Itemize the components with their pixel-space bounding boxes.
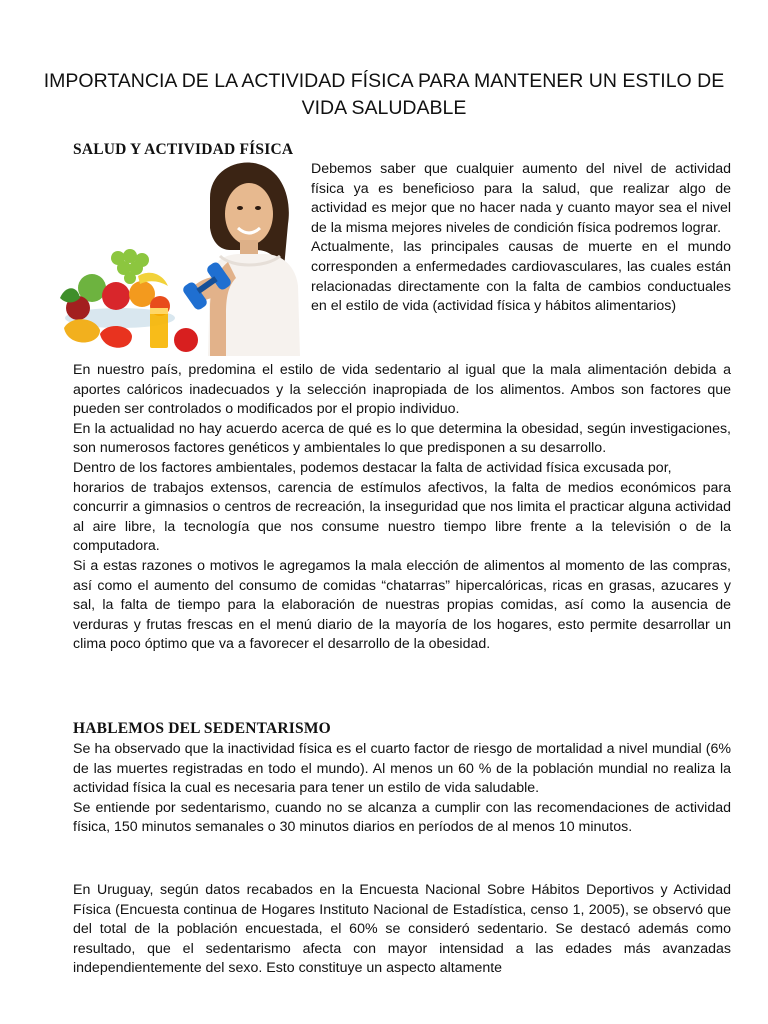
- paragraph-horarios: horarios de trabajos extensos, carencia de estímulos afectivos, la falta de medios económicos para concurrir a gimnasios o centros de recreación, la inseguridad que nos limita el practicar alguna actividad al aire libre, la tecnología que nos consume nuestro tiempo libre frente a la televisión o de la computadora.: [73, 479, 731, 555]
- paragraph-definicion: Se entiende por sedentarismo, cuando no se alcanza a cumplir con las recomendaciones de actividad física, 150 minutos semanales o 30 minutos diarios en períodos de al menos 10 minutos.: [73, 799, 731, 836]
- paragraph-pais: En nuestro país, predomina el estilo de vida sedentario al igual que la mala alimentación debida a aportes calóricos inadecuados y la selección inapropiada de los alimentos. Ambos son factores que pueden ser controlados o modificados por el propio individuo.: [73, 362, 731, 418]
- paragraph-causas: Actualmente, las principales causas de muerte en el mundo corresponden a enfermedades cardiovasculares, las cuales están relacionadas directamente con la falta de cambios conductuales en el estilo de vida (actividad física y hábitos alimentarios): [311, 239, 731, 315]
- paragraph-obesidad: En la actualidad no hay acuerdo acerca de qué es lo que determina la obesidad, según investigaciones, son numerosos factores genéticos y ambientales lo que predisponen a su desarrollo.: [73, 420, 731, 457]
- paragraph-factores: Dentro de los factores ambientales, podemos destacar la falta de actividad física excusada por,: [73, 459, 672, 476]
- section-heading-salud: SALUD Y ACTIVIDAD FÍSICA: [73, 141, 294, 158]
- paragraph-inactividad: Se ha observado que la inactividad física es el cuarto factor de riesgo de mortalidad a nivel mundial (6% de las muertes registradas en todo el mundo). Al menos un 60 % de la población mundial no realiza la actividad física la cual es necesaria para tener un estilo de vida saludable.: [73, 741, 731, 797]
- woman-dumbbell-fruit-illustration: [60, 158, 302, 356]
- paragraph-uruguay: En Uruguay, según datos recabados en la Encuesta Nacional Sobre Hábitos Deportivos y Actividad Física (Encuesta continua de Hogares Instituto Nacional de Estadística, censo 1, 2005), se observó que del total de la población encuestada, el 60% se consideró sedentario. Se destacó además como resultado, que el sedentarismo afecta con mayor intensidad a las edades más avanzadas independientemente del sexo. Esto constituye un aspecto altamente: [73, 882, 731, 977]
- paragraph-razones: Si a estas razones o motivos le agregamos la mala elección de alimentos al momento de las compras, así como el aumento del consumo de comidas “chatarras” hipercalóricas, ricas en grasas, azucares y sal, la falta de tiempo para la elaboración de nuestras propias comidas, así como la ausencia de verduras y frutas frescas en el menú diario de la mayoría de los hogares, esto permite desarrollar un clima poco óptimo que va a favorecer el desarrollo de la obesidad.: [73, 557, 731, 653]
- sedentarismo-paragraphs: [73, 740, 731, 838]
- main-paragraphs: [73, 361, 731, 655]
- intro-paragraphs: [311, 160, 731, 317]
- paragraph-beneficio: Debemos saber que cualquier aumento del nivel de actividad física ya es beneficioso para la salud, que realizar algo de actividad es mejor que no hacer nada y cuanto mayor sea el nivel de la misma mejores niveles de condición física podremos lograr.: [311, 161, 731, 236]
- document-title: IMPORTANCIA DE LA ACTIVIDAD FÍSICA PARA MANTENER UN ESTILO DE VIDA SALUDABLE: [43, 70, 725, 119]
- uruguay-paragraph: [73, 881, 731, 979]
- section-heading-sedentarismo: HABLEMOS DEL SEDENTARISMO: [73, 720, 331, 737]
